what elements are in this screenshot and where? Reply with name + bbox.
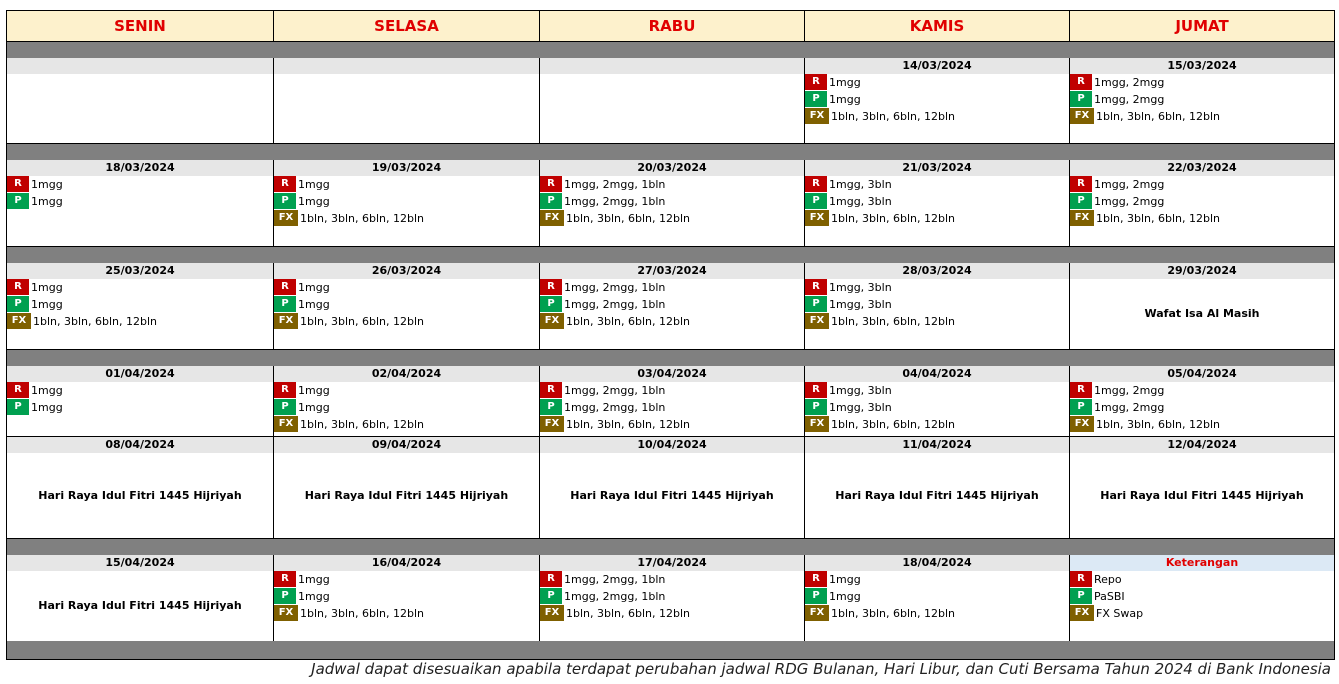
op-badge-r: R xyxy=(1070,382,1092,398)
date-label: 21/03/2024 xyxy=(805,160,1069,176)
legend-label: PaSBI xyxy=(1094,590,1125,603)
date-label: 04/04/2024 xyxy=(805,366,1069,382)
day-header-rabu: RABU xyxy=(539,11,804,41)
operation-line xyxy=(274,416,539,433)
op-tenors: 1mgg, 2mgg xyxy=(1094,384,1165,397)
legend-badge-p: P xyxy=(1070,588,1092,604)
operation-line xyxy=(7,296,273,313)
operation-line xyxy=(805,313,1069,330)
row-separator xyxy=(7,144,1334,160)
legend-item xyxy=(1070,605,1334,622)
date-label xyxy=(7,58,273,74)
op-badge-fx: FX xyxy=(805,416,829,432)
op-tenors: 1mgg, 2mgg, 1bln xyxy=(564,573,666,586)
op-badge-fx: FX xyxy=(1070,210,1094,226)
op-tenors: 1bln, 3bln, 6bln, 12bln xyxy=(1096,110,1221,123)
op-badge-p: P xyxy=(805,91,827,107)
op-badge-fx: FX xyxy=(805,108,829,124)
op-tenors: 1mgg xyxy=(298,590,330,603)
row-separator xyxy=(7,539,1334,555)
op-tenors: 1mgg xyxy=(31,298,63,311)
date-label xyxy=(274,58,539,74)
operation-line xyxy=(274,605,539,622)
operation-line xyxy=(7,313,273,330)
operation-line xyxy=(540,605,804,622)
op-tenors: 1bln, 3bln, 6bln, 12bln xyxy=(1096,418,1221,431)
op-badge-fx: FX xyxy=(1070,416,1094,432)
operation-line xyxy=(540,193,804,210)
date-label: 27/03/2024 xyxy=(540,263,804,279)
date-label: 03/04/2024 xyxy=(540,366,804,382)
op-tenors: 1mgg, 3bln xyxy=(829,298,892,311)
op-tenors: 1bln, 3bln, 6bln, 12bln xyxy=(300,212,425,225)
op-tenors: 1mgg, 2mgg xyxy=(1094,401,1165,414)
operation-line xyxy=(540,382,804,399)
legend-item xyxy=(1070,571,1334,588)
day-cell xyxy=(540,58,804,143)
day-cell xyxy=(1070,263,1334,349)
operation-line xyxy=(274,176,539,193)
operation-line xyxy=(274,279,539,296)
calendar-grid xyxy=(6,10,1335,660)
op-tenors: 1mgg, 3bln xyxy=(829,401,892,414)
op-badge-p: P xyxy=(1070,399,1092,415)
row-separator xyxy=(7,247,1334,263)
op-tenors: 1bln, 3bln, 6bln, 12bln xyxy=(300,607,425,620)
op-badge-r: R xyxy=(805,74,827,90)
operation-line xyxy=(1070,176,1334,193)
operation-line xyxy=(805,279,1069,296)
op-badge-r: R xyxy=(274,176,296,192)
day-cell xyxy=(805,555,1069,640)
day-cell xyxy=(274,160,539,246)
op-badge-p: P xyxy=(805,588,827,604)
op-tenors: 1bln, 3bln, 6bln, 12bln xyxy=(831,110,956,123)
op-badge-r: R xyxy=(274,382,296,398)
holiday-label: Hari Raya Idul Fitri 1445 Hijriyah xyxy=(570,489,774,502)
operation-line xyxy=(540,416,804,433)
day-cell xyxy=(1070,366,1334,435)
op-badge-p: P xyxy=(805,399,827,415)
day-cell xyxy=(540,437,804,538)
op-tenors: 1bln, 3bln, 6bln, 12bln xyxy=(33,315,158,328)
operation-line xyxy=(7,399,273,416)
op-tenors: 1mgg, 2mgg, 1bln xyxy=(564,298,666,311)
op-badge-r: R xyxy=(7,382,29,398)
op-badge-fx: FX xyxy=(1070,108,1094,124)
op-badge-p: P xyxy=(540,296,562,312)
op-tenors: 1mgg, 2mgg xyxy=(1094,195,1165,208)
operation-line xyxy=(805,399,1069,416)
operation-line xyxy=(274,588,539,605)
operation-line xyxy=(1070,91,1334,108)
day-cell xyxy=(805,58,1069,143)
operation-line xyxy=(274,296,539,313)
date-label: 15/04/2024 xyxy=(7,555,273,571)
op-tenors: 1mgg xyxy=(31,178,63,191)
op-badge-r: R xyxy=(7,176,29,192)
op-tenors: 1mgg xyxy=(829,93,861,106)
op-badge-r: R xyxy=(805,279,827,295)
legend-title: Keterangan xyxy=(1070,555,1334,571)
op-tenors: 1mgg xyxy=(31,401,63,414)
day-header-jumat: JUMAT xyxy=(1069,11,1334,41)
op-tenors: 1mgg xyxy=(298,298,330,311)
op-tenors: 1mgg xyxy=(829,76,861,89)
op-tenors: 1mgg, 2mgg, 1bln xyxy=(564,178,666,191)
operation-line xyxy=(805,74,1069,91)
operation-line xyxy=(1070,108,1334,125)
op-tenors: 1bln, 3bln, 6bln, 12bln xyxy=(831,212,956,225)
op-tenors: 1bln, 3bln, 6bln, 12bln xyxy=(300,315,425,328)
day-cell xyxy=(274,437,539,538)
day-cell xyxy=(540,263,804,349)
op-badge-fx: FX xyxy=(805,605,829,621)
day-cell xyxy=(274,555,539,640)
date-label: 05/04/2024 xyxy=(1070,366,1334,382)
holiday-label: Hari Raya Idul Fitri 1445 Hijriyah xyxy=(304,489,509,502)
row-border xyxy=(7,143,1334,144)
operation-line xyxy=(805,91,1069,108)
op-tenors: 1bln, 3bln, 6bln, 12bln xyxy=(566,212,691,225)
date-label: 02/04/2024 xyxy=(274,366,539,382)
op-tenors: 1mgg, 2mgg, 1bln xyxy=(564,401,666,414)
op-badge-p: P xyxy=(805,296,827,312)
op-badge-p: P xyxy=(540,193,562,209)
operation-line xyxy=(540,296,804,313)
operation-line xyxy=(1070,210,1334,227)
day-cell xyxy=(1070,555,1334,640)
day-cell xyxy=(805,160,1069,246)
op-badge-fx: FX xyxy=(540,313,564,329)
date-label: 14/03/2024 xyxy=(805,58,1069,74)
op-tenors: 1bln, 3bln, 6bln, 12bln xyxy=(831,418,956,431)
op-badge-p: P xyxy=(540,588,562,604)
day-cell xyxy=(805,263,1069,349)
day-header-selasa: SELASA xyxy=(273,11,539,41)
operation-line xyxy=(1070,193,1334,210)
row-border xyxy=(7,246,1334,247)
op-tenors: 1mgg xyxy=(829,573,861,586)
day-cell xyxy=(7,263,273,349)
op-tenors: 1bln, 3bln, 6bln, 12bln xyxy=(300,418,425,431)
operation-line xyxy=(7,382,273,399)
op-badge-p: P xyxy=(1070,193,1092,209)
operation-line xyxy=(1070,74,1334,91)
op-badge-fx: FX xyxy=(274,605,298,621)
day-header-senin: SENIN xyxy=(7,11,273,41)
day-cell xyxy=(1070,437,1334,538)
legend-badge-r: R xyxy=(1070,571,1092,587)
op-tenors: 1bln, 3bln, 6bln, 12bln xyxy=(566,607,691,620)
day-cell xyxy=(7,366,273,435)
operation-line xyxy=(274,399,539,416)
day-cell xyxy=(805,437,1069,538)
day-cell xyxy=(7,437,273,538)
op-tenors: 1mgg xyxy=(298,401,330,414)
op-badge-r: R xyxy=(274,279,296,295)
date-label: 18/04/2024 xyxy=(805,555,1069,571)
operation-line xyxy=(805,588,1069,605)
date-label: 25/03/2024 xyxy=(7,263,273,279)
date-label: 28/03/2024 xyxy=(805,263,1069,279)
op-badge-r: R xyxy=(540,571,562,587)
day-cell xyxy=(1070,160,1334,246)
op-badge-p: P xyxy=(7,193,29,209)
op-badge-p: P xyxy=(805,193,827,209)
footnote: Jadwal dapat disesuaikan apabila terdapat perubahan jadwal RDG Bulanan, Hari Libur, dan Cuti Bersama Tahun 2024 di Bank Indonesia xyxy=(311,660,1331,678)
operation-line xyxy=(1070,382,1334,399)
operation-line xyxy=(540,313,804,330)
op-badge-r: R xyxy=(805,571,827,587)
op-badge-p: P xyxy=(274,193,296,209)
operation-line xyxy=(1070,416,1334,433)
op-badge-p: P xyxy=(7,296,29,312)
op-tenors: 1mgg xyxy=(31,384,63,397)
op-badge-r: R xyxy=(7,279,29,295)
op-tenors: 1mgg, 2mgg, 1bln xyxy=(564,590,666,603)
operation-line xyxy=(805,416,1069,433)
operation-line xyxy=(274,382,539,399)
op-badge-fx: FX xyxy=(540,416,564,432)
operation-line xyxy=(805,108,1069,125)
date-label: 11/04/2024 xyxy=(805,437,1069,453)
op-tenors: 1bln, 3bln, 6bln, 12bln xyxy=(566,418,691,431)
op-tenors: 1mgg xyxy=(298,178,330,191)
op-badge-fx: FX xyxy=(274,313,298,329)
date-label: 10/04/2024 xyxy=(540,437,804,453)
row-separator xyxy=(7,641,1334,659)
date-label: 26/03/2024 xyxy=(274,263,539,279)
date-label: 15/03/2024 xyxy=(1070,58,1334,74)
op-badge-p: P xyxy=(1070,91,1092,107)
day-cell xyxy=(274,263,539,349)
op-badge-r: R xyxy=(1070,74,1092,90)
op-badge-p: P xyxy=(540,399,562,415)
operation-line xyxy=(540,176,804,193)
op-badge-fx: FX xyxy=(805,313,829,329)
op-badge-p: P xyxy=(274,296,296,312)
op-tenors: 1mgg xyxy=(31,281,63,294)
op-badge-fx: FX xyxy=(274,210,298,226)
holiday-label: Wafat Isa Al Masih xyxy=(1144,307,1260,320)
op-tenors: 1mgg xyxy=(31,195,63,208)
op-badge-r: R xyxy=(540,279,562,295)
operation-line xyxy=(540,571,804,588)
operation-line xyxy=(274,210,539,227)
op-badge-r: R xyxy=(1070,176,1092,192)
date-label: 08/04/2024 xyxy=(7,437,273,453)
operation-line xyxy=(274,193,539,210)
op-badge-r: R xyxy=(540,382,562,398)
op-tenors: 1mgg, 2mgg, 1bln xyxy=(564,384,666,397)
date-label: 22/03/2024 xyxy=(1070,160,1334,176)
holiday-label: Hari Raya Idul Fitri 1445 Hijriyah xyxy=(38,489,242,502)
operation-line xyxy=(540,588,804,605)
date-label: 20/03/2024 xyxy=(540,160,804,176)
day-cell xyxy=(805,366,1069,435)
date-label: 19/03/2024 xyxy=(274,160,539,176)
op-badge-fx: FX xyxy=(274,416,298,432)
operation-line xyxy=(540,399,804,416)
legend-label: Repo xyxy=(1094,573,1122,586)
operation-line xyxy=(805,296,1069,313)
op-tenors: 1mgg, 3bln xyxy=(829,178,892,191)
op-tenors: 1mgg, 2mgg xyxy=(1094,178,1165,191)
day-cell xyxy=(7,555,273,640)
row-border xyxy=(7,538,1334,539)
op-badge-p: P xyxy=(274,588,296,604)
op-badge-p: P xyxy=(274,399,296,415)
op-tenors: 1mgg, 2mgg xyxy=(1094,93,1165,106)
day-cell xyxy=(1070,58,1334,143)
operation-line xyxy=(805,193,1069,210)
op-tenors: 1mgg xyxy=(298,195,330,208)
op-tenors: 1mgg, 3bln xyxy=(829,195,892,208)
date-label: 18/03/2024 xyxy=(7,160,273,176)
date-label: 01/04/2024 xyxy=(7,366,273,382)
op-badge-r: R xyxy=(274,571,296,587)
holiday-label: Hari Raya Idul Fitri 1445 Hijriyah xyxy=(835,489,1039,502)
date-label xyxy=(540,58,804,74)
operation-line xyxy=(805,382,1069,399)
operation-line xyxy=(805,571,1069,588)
day-cell xyxy=(540,160,804,246)
legend-item xyxy=(1070,588,1334,605)
date-label: 17/04/2024 xyxy=(540,555,804,571)
op-tenors: 1bln, 3bln, 6bln, 12bln xyxy=(831,315,956,328)
op-tenors: 1mgg, 2mgg xyxy=(1094,76,1165,89)
date-label: 29/03/2024 xyxy=(1070,263,1334,279)
op-tenors: 1mgg, 3bln xyxy=(829,281,892,294)
operation-line xyxy=(1070,399,1334,416)
day-cell xyxy=(7,58,273,143)
day-cell xyxy=(274,58,539,143)
legend-badge-fx: FX xyxy=(1070,605,1094,621)
day-cell xyxy=(7,160,273,246)
operation-line xyxy=(805,605,1069,622)
op-badge-fx: FX xyxy=(540,210,564,226)
operation-line xyxy=(7,193,273,210)
op-badge-r: R xyxy=(805,176,827,192)
op-tenors: 1bln, 3bln, 6bln, 12bln xyxy=(1096,212,1221,225)
op-badge-p: P xyxy=(7,399,29,415)
op-tenors: 1mgg xyxy=(298,573,330,586)
op-tenors: 1bln, 3bln, 6bln, 12bln xyxy=(831,607,956,620)
op-badge-r: R xyxy=(540,176,562,192)
holiday-label: Hari Raya Idul Fitri 1445 Hijriyah xyxy=(38,599,242,612)
operation-line xyxy=(805,176,1069,193)
op-badge-fx: FX xyxy=(7,313,31,329)
operation-line xyxy=(274,571,539,588)
op-badge-fx: FX xyxy=(805,210,829,226)
date-label: 16/04/2024 xyxy=(274,555,539,571)
operation-line xyxy=(274,313,539,330)
day-cell xyxy=(274,366,539,435)
op-tenors: 1mgg, 3bln xyxy=(829,384,892,397)
holiday-label: Hari Raya Idul Fitri 1445 Hijriyah xyxy=(1100,489,1304,502)
op-tenors: 1mgg xyxy=(298,281,330,294)
op-tenors: 1mgg xyxy=(298,384,330,397)
operation-line xyxy=(540,279,804,296)
operation-line xyxy=(540,210,804,227)
operation-line xyxy=(805,210,1069,227)
op-badge-r: R xyxy=(805,382,827,398)
day-cell xyxy=(540,366,804,435)
day-header-kamis: KAMIS xyxy=(804,11,1069,41)
op-badge-fx: FX xyxy=(540,605,564,621)
legend-label: FX Swap xyxy=(1096,607,1144,620)
date-label: 09/04/2024 xyxy=(274,437,539,453)
op-tenors: 1mgg, 2mgg, 1bln xyxy=(564,281,666,294)
op-tenors: 1bln, 3bln, 6bln, 12bln xyxy=(566,315,691,328)
row-separator xyxy=(7,350,1334,366)
day-cell xyxy=(540,555,804,640)
op-tenors: 1mgg, 2mgg, 1bln xyxy=(564,195,666,208)
date-label: 12/04/2024 xyxy=(1070,437,1334,453)
row-separator xyxy=(7,42,1334,58)
operation-line xyxy=(7,176,273,193)
operation-line xyxy=(7,279,273,296)
row-border xyxy=(7,349,1334,350)
op-tenors: 1mgg xyxy=(829,590,861,603)
